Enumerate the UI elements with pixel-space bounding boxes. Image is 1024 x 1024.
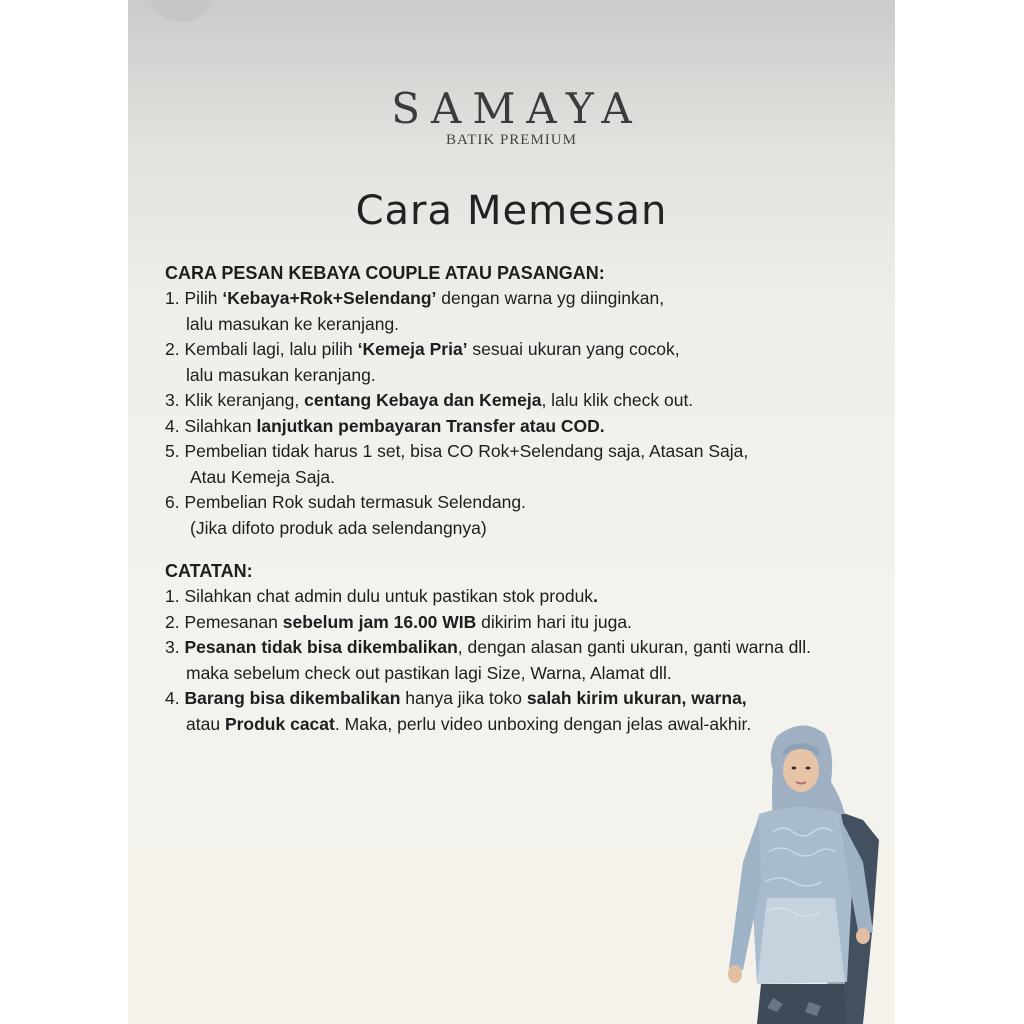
item-text: sesuai ukuran yang cocok,	[467, 339, 680, 359]
item-text: dengan warna yg diinginkan,	[436, 288, 665, 308]
item-emphasis: Barang bisa dikembalikan	[184, 688, 401, 708]
item-number: 3.	[165, 637, 185, 657]
item-number: 2.	[165, 339, 185, 359]
list-item	[165, 686, 875, 712]
item-continuation: (Jika difoto produk ada selendangnya)	[190, 517, 487, 538]
list-item	[165, 610, 875, 636]
section-heading-notes: CATATAN:	[165, 561, 253, 581]
item-emphasis: centang Kebaya dan Kemeja	[304, 390, 542, 410]
item-text: Kembali lagi, lalu pilih	[184, 339, 358, 359]
section-heading-order: CARA PESAN KEBAYA COUPLE ATAU PASANGAN:	[165, 263, 605, 283]
page-title	[128, 186, 895, 236]
order-guide-poster	[128, 0, 895, 1024]
item-text: hanya jika toko	[400, 688, 527, 708]
item-continuation: Atau Kemeja Saja.	[190, 466, 335, 487]
list-item	[165, 337, 875, 363]
item-emphasis: .	[593, 586, 598, 606]
item-text: Pemesanan	[184, 611, 283, 632]
item-continuation: maka sebelum check out pastikan lagi Size, Warna, Alamat dll.	[186, 662, 672, 683]
item-text: , lalu klik check out.	[541, 390, 694, 410]
item-text: Pilih	[184, 288, 223, 308]
item-emphasis: Produk cacat	[224, 713, 335, 734]
item-number: 4.	[165, 688, 185, 708]
item-text: Pembelian Rok sudah termasuk Selendang.	[184, 492, 526, 512]
list-item	[165, 414, 875, 440]
item-emphasis: ‘Kemeja Pria’	[357, 339, 468, 359]
item-emphasis: sebelum jam 16.00 WIB	[282, 611, 477, 632]
item-text: dikirim hari itu juga.	[476, 611, 632, 632]
list-item	[165, 584, 875, 610]
item-emphasis: salah kirim ukuran, warna,	[526, 688, 747, 708]
model-photo	[713, 722, 895, 1024]
corner-badge	[148, 0, 214, 22]
face-shape	[783, 748, 819, 792]
item-text: atau	[186, 713, 225, 734]
list-item	[165, 286, 875, 312]
item-text: Silahkan	[184, 415, 257, 436]
title-word-1: Cara	[355, 188, 453, 234]
list-item	[165, 439, 875, 465]
item-continuation: lalu masukan ke keranjang.	[186, 313, 400, 334]
brand-logo	[128, 84, 895, 149]
list-item	[165, 388, 875, 414]
title-word-2: Memesan	[467, 188, 668, 234]
instructions	[165, 260, 875, 737]
brand-tagline: BATIK PREMIUM	[446, 132, 577, 148]
list-item	[165, 490, 875, 516]
item-text: , dengan alasan ganti ukuran, ganti warna dll.	[457, 637, 811, 657]
item-text: Pembelian tidak harus 1 set, bisa CO Rok+Selendang saja, Atasan Saja,	[184, 441, 749, 461]
item-number: 2.	[165, 611, 185, 632]
item-text: Klik keranjang,	[184, 390, 305, 410]
item-number: 5.	[165, 441, 185, 461]
item-number: 3.	[165, 390, 185, 410]
brand-name: SAMAYA	[391, 84, 643, 133]
item-continuation: lalu masukan keranjang.	[186, 364, 376, 385]
item-number: 4.	[165, 415, 185, 436]
item-text: . Maka, perlu video unboxing dengan jelas awal-akhir.	[334, 713, 752, 734]
item-text: Silahkan chat admin dulu untuk pastikan stok produk	[184, 586, 594, 606]
item-number: 6.	[165, 492, 185, 512]
item-number: 1.	[165, 586, 185, 606]
list-item	[165, 635, 875, 661]
item-emphasis: lanjutkan pembayaran Transfer atau COD.	[256, 415, 605, 436]
item-emphasis: ‘Kebaya+Rok+Selendang’	[222, 288, 437, 308]
item-number: 1.	[165, 288, 185, 308]
item-emphasis: Pesanan tidak bisa dikembalikan	[184, 637, 458, 657]
